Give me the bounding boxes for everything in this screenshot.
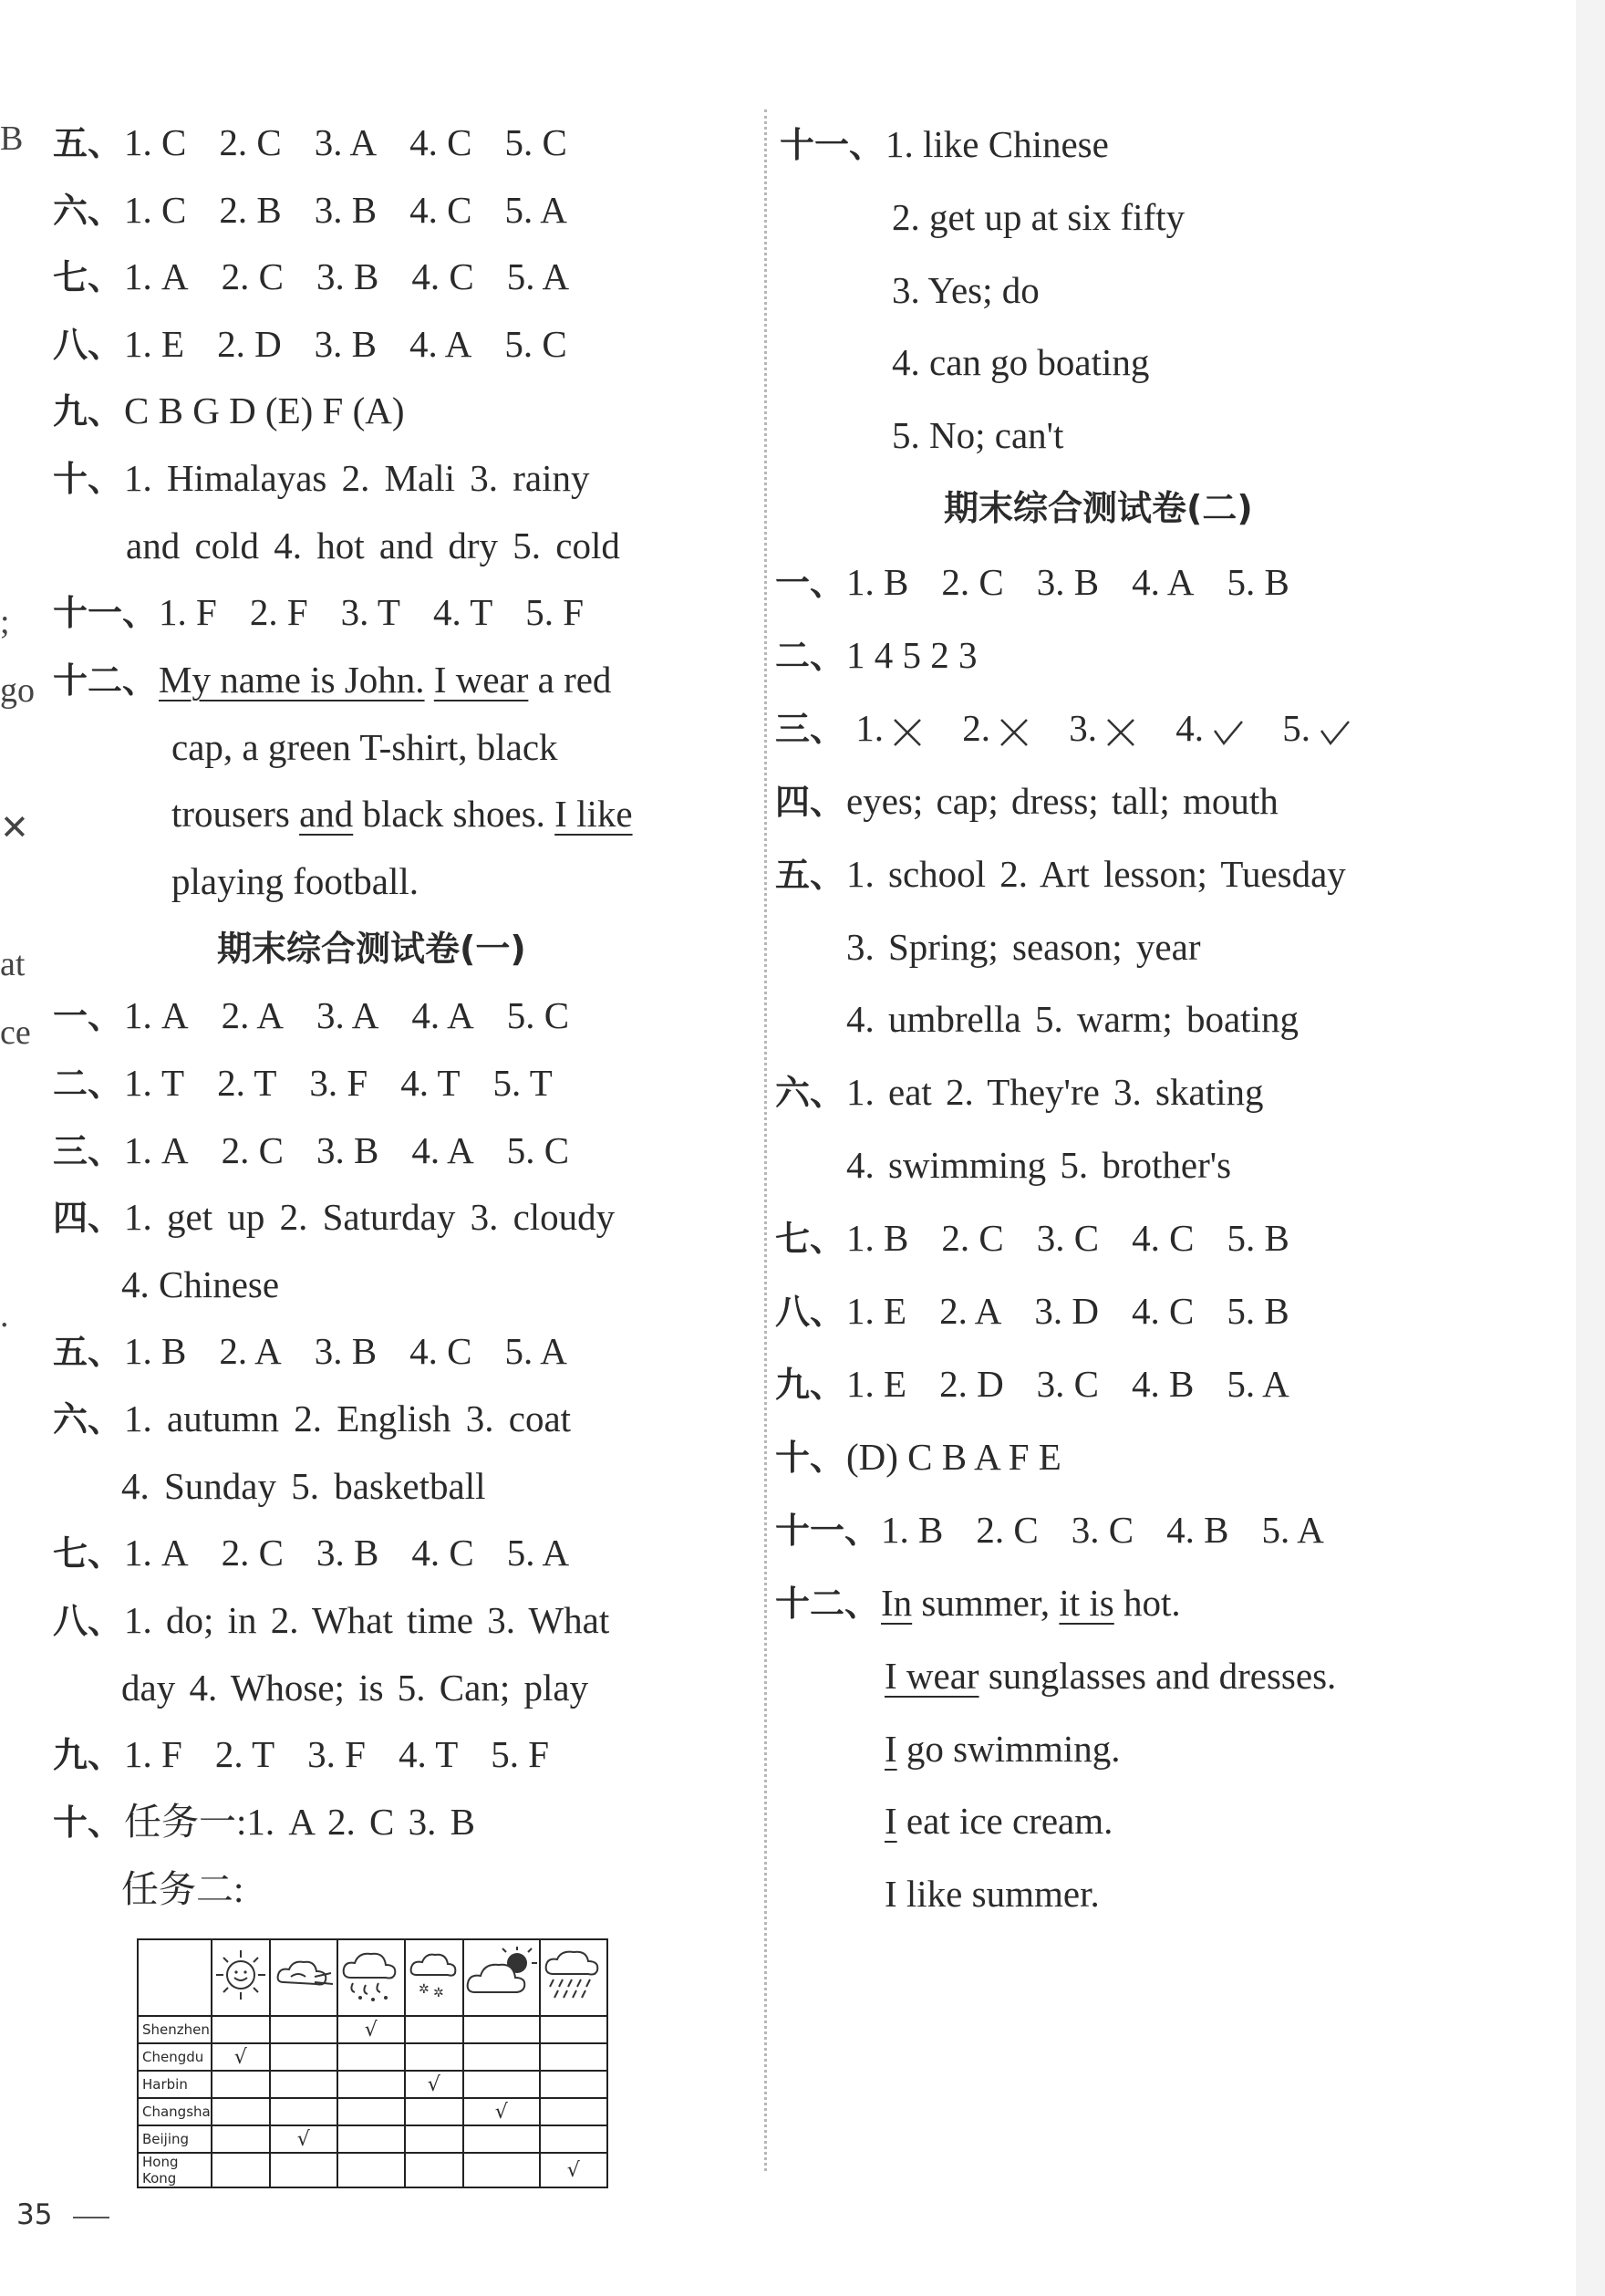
test2-row-8: 八、1. E 2. A 3. D 4. C 5. B (775, 1290, 1289, 1332)
tick-mark: √ (540, 2153, 607, 2187)
left-edge-fragment: go (0, 671, 35, 710)
section-heading-test-1: 期末综合测试卷(一) (217, 929, 526, 969)
cloudy-icon (463, 1939, 540, 2016)
left-edge-fragment: . (0, 1296, 9, 1335)
tick-mark: √ (405, 2071, 463, 2098)
tick-mark: √ (463, 2098, 540, 2125)
test2-row-12-cont: I eat ice cream. (885, 1800, 1113, 1842)
test1-row-7: 七、1. A 2. C 3. B 4. C 5. A (53, 1532, 570, 1574)
column-divider (764, 109, 767, 2171)
tick-mark: √ (337, 2016, 405, 2043)
city-label: Harbin (138, 2071, 212, 2098)
table-row (138, 2043, 607, 2071)
test2-row-5-cont: 3. Spring; season; year (846, 926, 1201, 968)
test2-row-12-cont: I like summer. (885, 1873, 1100, 1915)
table-corner (138, 1939, 212, 2016)
cross-icon (1103, 714, 1139, 751)
rainy-icon (337, 1939, 405, 2016)
test2-row-3: 三、 1. 2. 3. 4. 5. (775, 701, 1358, 755)
test2-row-6-cont: 4. swimming 5. brother's (846, 1144, 1232, 1186)
answer-row-11-right: 十一、1. like Chinese (780, 123, 1109, 165)
test1-row-9: 九、1. F 2. T 3. F 4. T 5. F (53, 1733, 550, 1775)
answer-row-11: 十一、1. F 2. F 3. T 4. T 5. F (53, 591, 585, 633)
answer-row-10: 十、1. Himalayas 2. Mali 3. rainy (53, 457, 590, 499)
answer-row-8: 八、1. E 2. D 3. B 4. A 5. C (53, 323, 567, 365)
test1-row-10-task2: 任务二: (121, 1868, 244, 1910)
page-edge-shade (1576, 0, 1605, 2296)
test2-row-12-cont: I wear sunglasses and dresses. (885, 1655, 1337, 1697)
tick-mark: √ (212, 2043, 270, 2071)
test2-row-5: 五、1. school 2. Art lesson; Tuesday (775, 853, 1346, 895)
test1-row-6: 六、1. autumn 2. English 3. coat (53, 1397, 572, 1439)
weather-icon-row (138, 1939, 607, 2016)
test1-row-8: 八、1. do; in 2. What time 3. What (53, 1599, 610, 1641)
test2-row-9: 九、1. E 2. D 3. C 4. B 5. A (775, 1363, 1289, 1405)
test1-row-3: 三、1. A 2. C 3. B 4. A 5. C (53, 1129, 570, 1171)
svg-text:✲: ✲ (418, 1982, 430, 1997)
answer-row-7: 七、1. A 2. C 3. B 4. C 5. A (53, 255, 570, 297)
city-label: Beijing (138, 2125, 212, 2153)
sunny-icon (212, 1939, 270, 2016)
city-label: Hong Kong (138, 2153, 212, 2187)
svg-text:✲: ✲ (432, 1986, 444, 2000)
left-edge-fragment: B (0, 119, 24, 158)
weather-table (137, 1938, 608, 2188)
city-label: Chengdu (138, 2043, 212, 2071)
snowy-icon (405, 1939, 463, 2016)
cross-icon (889, 714, 926, 751)
test1-row-10: 十、任务一:1. A 2. C 3. B (53, 1801, 475, 1843)
test2-row-2: 二、1 4 5 2 3 (775, 634, 978, 676)
check-icon (1316, 714, 1352, 751)
answer-row-10-cont: and cold 4. hot and dry 5. cold (126, 525, 620, 566)
test1-row-4-cont: 4. Chinese (121, 1263, 280, 1305)
test1-row-1: 一、1. A 2. A 3. A 4. A 5. C (53, 994, 570, 1036)
answer-row-11-cont: 2. get up at six fifty (892, 196, 1186, 238)
answer-row-12-cont: playing football. (171, 860, 419, 902)
windy-icon (270, 1939, 337, 2016)
table-row (138, 2016, 607, 2043)
answer-row-12: 十二、My name is John. I wear a red (53, 659, 612, 701)
answer-row-12-cont: trousers and black shoes. I like (171, 793, 633, 835)
answer-row-5: 五、1. C 2. C 3. A 4. C 5. C (53, 121, 567, 163)
table-row (138, 2098, 607, 2125)
test2-row-4: 四、eyes; cap; dress; tall; mouth (775, 780, 1279, 822)
page-number-dash (73, 2217, 109, 2218)
answer-row-11-cont: 3. Yes; do (892, 269, 1040, 311)
test2-row-11: 十一、1. B 2. C 3. C 4. B 5. A (775, 1509, 1324, 1551)
test2-row-12: 十二、In summer, it is hot. (775, 1582, 1181, 1624)
cross-icon (996, 714, 1032, 751)
check-icon (1209, 714, 1246, 751)
test1-row-2: 二、1. T 2. T 3. F 4. T 5. T (53, 1062, 553, 1104)
table-row (138, 2153, 607, 2187)
test1-row-6-cont: 4. Sunday 5. basketball (121, 1465, 486, 1507)
test1-row-8-cont: day 4. Whose; is 5. Can; play (121, 1667, 589, 1709)
test2-row-10: 十、(D) C B A F E (775, 1436, 1061, 1478)
left-edge-fragment: ✕ (0, 809, 29, 847)
answer-row-12-cont: cap, a green T-shirt, black (171, 726, 558, 768)
table-row (138, 2071, 607, 2098)
left-edge-fragment: ; (0, 603, 10, 641)
test1-row-5: 五、1. B 2. A 3. B 4. C 5. A (53, 1330, 567, 1372)
left-edge-fragment: at (0, 945, 26, 983)
test2-row-6: 六、1. eat 2. They're 3. skating (775, 1071, 1264, 1113)
test2-row-1: 一、1. B 2. C 3. B 4. A 5. B (775, 561, 1289, 603)
test2-row-5-cont: 4. umbrella 5. warm; boating (846, 998, 1299, 1040)
tick-mark: √ (270, 2125, 337, 2153)
table-row (138, 2125, 607, 2153)
test2-row-12-cont: I go swimming. (885, 1728, 1121, 1770)
page-number: 35 (16, 2198, 53, 2231)
answer-row-9: 九、C B G D (E) F (A) (53, 390, 405, 431)
answer-row-11-cont: 5. No; can't (892, 414, 1064, 456)
city-label: Shenzhen (138, 2016, 212, 2043)
city-label: Changsha (138, 2098, 212, 2125)
section-heading-test-2: 期末综合测试卷(二) (944, 488, 1253, 528)
test2-row-7: 七、1. B 2. C 3. C 4. C 5. B (775, 1217, 1289, 1259)
answer-row-11-cont: 4. can go boating (892, 341, 1150, 383)
answer-row-6: 六、1. C 2. B 3. B 4. C 5. A (53, 189, 567, 231)
stormy-icon (540, 1939, 607, 2016)
test1-row-4: 四、1. get up 2. Saturday 3. cloudy (53, 1196, 616, 1238)
left-edge-fragment: ce (0, 1013, 31, 1052)
